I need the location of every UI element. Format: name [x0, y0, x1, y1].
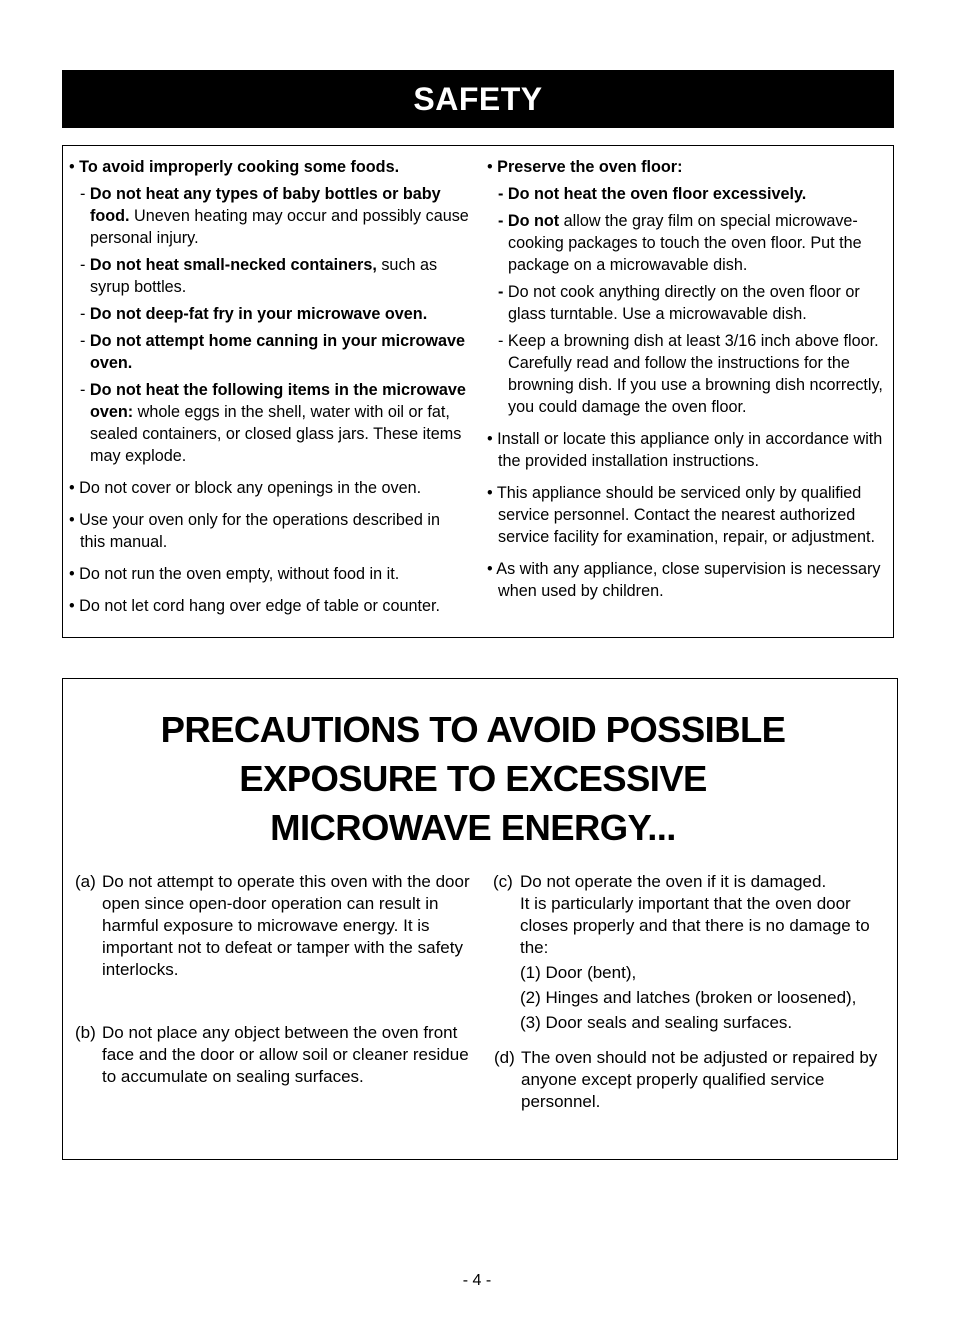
bullet-run-empty: • Do not run the oven empty, without food in it.	[69, 565, 400, 583]
sub-deep-fat-fry: - Do not deep-fat fry in your microwave oven.	[80, 305, 428, 323]
safety-left-column	[69, 156, 469, 627]
sub-floor-excessively: - Do not heat the oven floor excessively.	[498, 185, 807, 203]
damage-list	[493, 962, 888, 1034]
damage-item: (3) Door seals and sealing surfaces.	[520, 1013, 793, 1032]
sub-following-items: - Do not heat the following items in the microwave oven: whole eggs in the shell, water with oil or fat, sealed containers, or closed glass jars. These items may explode.	[80, 381, 466, 465]
bullet-operations: • Use your oven only for the operations described in this manual.	[69, 511, 440, 551]
sub-baby-bottles: - Do not heat any types of baby bottles or baby food. Uneven heating may occur and possibly cause personal injury.	[80, 185, 469, 247]
bullet-serviced: • This appliance should be serviced only by qualified service personnel. Contact the nearest authorized service facility for examination, repair, or adjustment.	[487, 484, 875, 546]
bullet-supervision: • As with any appliance, close supervision is necessary when used by children.	[487, 560, 881, 600]
safety-banner	[62, 70, 894, 128]
safety-right-column	[487, 156, 887, 612]
bullet-avoid-improper-cooking: • To avoid improperly cooking some foods.	[69, 158, 400, 176]
bullet-preserve-floor: • Preserve the oven floor:	[487, 158, 683, 176]
sub-small-necked: - Do not heat small-necked containers, such as syrup bottles.	[80, 256, 438, 296]
precautions-title: PRECAUTIONS TO AVOID POSSIBLE EXPOSURE TO EXCESSIVE MICROWAVE ENERGY...	[160, 709, 786, 848]
sub-cook-directly: - Do not cook anything directly on the oven floor or glass turntable. Use a microwavable dish.	[498, 283, 860, 323]
damage-item: (2) Hinges and latches (broken or loosened),	[520, 988, 857, 1007]
sub-gray-film: - Do not allow the gray film on special microwave-cooking packages to touch the oven floor. Put the package on a microwavable dish.	[498, 212, 862, 274]
precautions-box	[62, 678, 898, 1160]
safety-box	[62, 145, 894, 638]
bullet-cord: • Do not let cord hang over edge of table or counter.	[69, 597, 441, 615]
precaution-a: (a) Do not attempt to operate this oven with the door open since open-door operation can result in harmful exposure to microwave energy. It is important not to defeat or tamper with the safety interlocks.	[75, 872, 470, 979]
page-number: - 4 -	[462, 1272, 492, 1289]
precaution-c: (c) Do not operate the oven if it is damaged. It is particularly important that the oven door closes properly and that there is no damage to the: (1) Door (bent), (2) Hinges and latches (broken or loosened), (3) Door seals and sealing surfaces.	[493, 871, 888, 1034]
sub-home-canning: - Do not attempt home canning in your microwave oven.	[80, 332, 465, 372]
damage-item: (1) Door (bent),	[520, 963, 637, 982]
precaution-b: (b) Do not place any object between the oven front face and the door or allow soil or cleaner residue to accumulate on sealing surfaces.	[75, 1023, 469, 1086]
sub-browning-dish: - Keep a browning dish at least 3/16 inch above floor. Carefully read and follow the instructions for the browning dish. If you use a browning dish ncorrectly, you could damage the oven floor.	[498, 332, 883, 416]
bullet-openings: • Do not cover or block any openings in the oven.	[69, 479, 422, 497]
bullet-install: • Install or locate this appliance only in accordance with the provided installation instructions.	[487, 430, 883, 470]
safety-title: SAFETY	[413, 80, 543, 117]
precaution-d: (d) The oven should not be adjusted or repaired by anyone except properly qualified service personnel.	[494, 1048, 878, 1111]
